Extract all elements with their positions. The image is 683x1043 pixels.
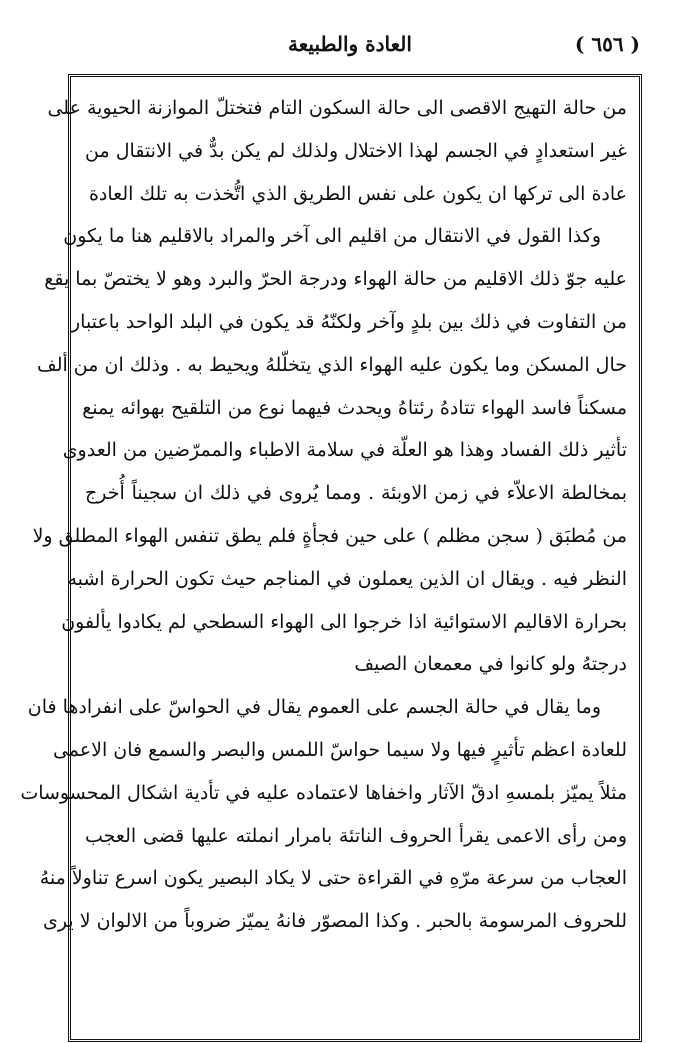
text-line: تأثير ذلك الفساد وهذا هو العلّة في سلامة الاطباء والممرّضين من العدوى [62, 439, 627, 462]
text-frame [20, 74, 642, 1042]
text-line: ومن رأى الاعمى يقرأ الحروف الناتئة بامرار انملته عليها قضى العجب [85, 824, 627, 847]
text-line: مثلاً يميّز بلمسهِ ادقّ الآثار واخفاها لاعتماده عليه في تأدية اشكال المحسوسات [20, 781, 627, 804]
text-line: مسكناً فاسد الهواء تتادهُ رئتاهُ ويحدث فيهما نوع من التلقيح بهوائه يمنع [82, 396, 627, 419]
text-line: من حالة التهيج الاقصى الى حالة السكون التام فتختلّ الموازنة الحيوية على [47, 97, 627, 119]
text-line: وكذا القول في الانتقال من اقليم الى آخر والمراد بالاقليم هنا ما يكون [63, 225, 601, 248]
page-header [60, 32, 640, 66]
text-line: النظر فيه . ويقال ان الذين يعملون في المناجم حيث تكون الحرارة اشبه [67, 567, 627, 590]
body-text [20, 87, 627, 943]
running-title: العادة والطبيعة [288, 32, 412, 56]
text-line: وما يقال في حالة الجسم على العموم يقال في الحواسّ على انفرادها فان [27, 696, 601, 719]
text-line: من التفاوت في ذلك بين بلدٍ وآخر ولكنّهُ قد يكون في البلد الواحد باعتبار [70, 310, 627, 333]
text-line: حال المسكن وما يكون عليه الهواء الذي يتخلّلهُ ويحيط به . وذلك ان من ألف [37, 353, 627, 376]
text-line: العجاب من سرعة مرّهِ في القراءة حتى لا يكاد البصير يكون اسرع تناولاً منهُ [39, 867, 627, 890]
page-number: ( ٦٥٦ ) [574, 32, 640, 56]
text-line: بحرارة الاقاليم الاستوائية اذا خرجوا الى الهواء السطحي لم يكادوا يألفون [61, 610, 627, 633]
text-line: غير استعدادٍ في الجسم لهذا الاختلال ولذلك لم يكن بدٌّ في الانتقال من [85, 139, 627, 162]
text-line: للحروف المرسومة بالحبر . وكذا المصوّر فانهُ يميّز ضروباً من الالوان لا يرى [43, 910, 627, 933]
text-line: بمخالطة الاعلاّء في زمن الاوبئة . ومما يُروى في ذلك ان سجيناً أُخرج [85, 482, 627, 505]
text-line: عادة الى تركها ان يكون على نفس الطريق الذي اتُّخذت به تلك العادة [88, 182, 627, 205]
text-line: للعادة اعظم تأثيرٍ فيها ولا سيما حواسّ اللمس والبصر والسمع فان الاعمى [52, 738, 627, 761]
text-line: من مُطبَق ( سجن مظلم ) على حين فجأةٍ فلم يطق تنفس الهواء المطلق ولا [32, 524, 627, 547]
text-line: درجتهُ ولو كانوا في معمعان الصيف [354, 653, 627, 676]
text-line: عليه جوّ ذلك الاقليم من حالة الهواء ودرجة الحرّ والبرد وهو لا يختصّ بما يقع [44, 268, 627, 291]
